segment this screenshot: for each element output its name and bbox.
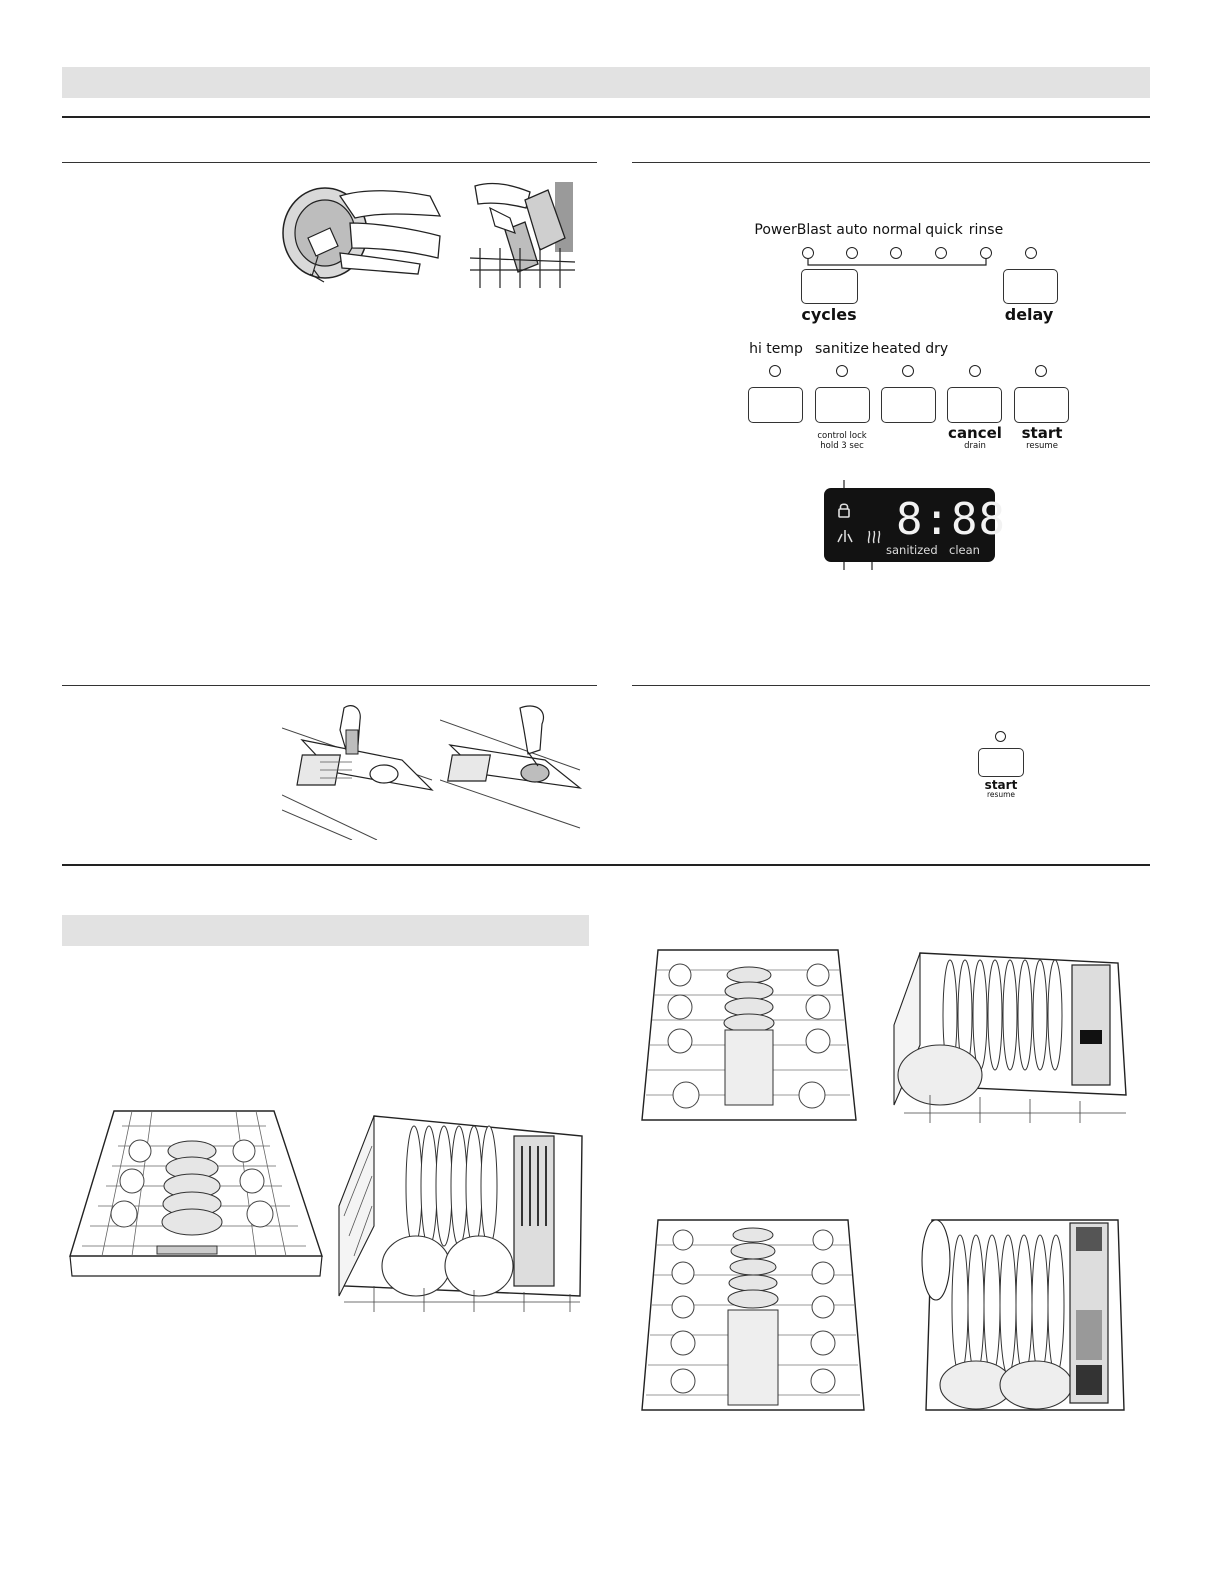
- status-display: [824, 488, 1006, 562]
- detergent-dispenser-illustration-1: [282, 700, 437, 840]
- spray-arm-icon: [836, 528, 854, 544]
- heated-dry-icon: [866, 530, 882, 544]
- led-sanitize: [836, 365, 848, 377]
- cycles-button[interactable]: [801, 269, 858, 304]
- header-rule: [62, 116, 1150, 118]
- cancel-button[interactable]: [947, 387, 1002, 423]
- led-auto: [846, 247, 858, 259]
- scrape-plate-illustration: [280, 178, 450, 293]
- led-quick: [935, 247, 947, 259]
- hi-temp-button[interactable]: [748, 387, 803, 423]
- cycle-label-auto: auto: [836, 222, 868, 238]
- cycle-label-rinse: rinse: [968, 222, 1004, 238]
- start-resume-button-label: start: [984, 778, 1018, 792]
- load-glasses-illustration: [470, 178, 575, 288]
- delay-button-label: delay: [1004, 305, 1054, 324]
- option-label-sanitize: sanitize: [815, 341, 869, 357]
- led-hi-temp: [769, 365, 781, 377]
- loading-section-band: [62, 915, 589, 946]
- section-divider-rule: [62, 864, 1150, 866]
- control-lock-label: control lock: [817, 431, 867, 441]
- start-resume-sub-label: resume: [986, 790, 1016, 799]
- led-heated-dry: [902, 365, 914, 377]
- cancel-button-label: cancel: [948, 424, 1002, 442]
- control-lock-hold-label: hold 3 sec: [820, 441, 864, 451]
- led-normal: [890, 247, 902, 259]
- display-sanitized-label: sanitized: [886, 543, 938, 557]
- cycle-label-powerblast: PowerBlast: [754, 222, 832, 238]
- lower-rack-illustration: [334, 1106, 590, 1312]
- led-rinse: [980, 247, 992, 259]
- display-clean-label: clean: [949, 543, 980, 557]
- led-start-small: [995, 731, 1006, 742]
- start-button-label: start: [1021, 424, 1063, 442]
- led-powerblast: [802, 247, 814, 259]
- display-time-digits: 8:88: [896, 494, 1006, 545]
- upper-rack-top-view-2: [638, 1215, 868, 1425]
- heated-dry-button[interactable]: [881, 387, 936, 423]
- option-label-heated-dry: heated dry: [871, 341, 949, 357]
- upper-rack-illustration: [62, 1106, 328, 1282]
- cycle-label-normal: normal: [872, 222, 922, 238]
- detergent-dispenser-illustration-2: [440, 700, 590, 840]
- start-button[interactable]: [1014, 387, 1069, 423]
- padlock-icon: [837, 502, 851, 518]
- section-header-band: [62, 67, 1150, 98]
- option-label-hi-temp: hi temp: [749, 341, 803, 357]
- cancel-sub-label: drain: [964, 441, 986, 451]
- lower-rack-top-view-1: [890, 945, 1130, 1125]
- led-delay: [1025, 247, 1037, 259]
- start-sub-label: resume: [1026, 441, 1058, 451]
- led-start: [1035, 365, 1047, 377]
- upper-rack-top-view-1: [638, 945, 860, 1135]
- lower-rack-top-view-2: [918, 1215, 1128, 1425]
- right-column-rule-top: [632, 162, 1150, 163]
- led-cancel: [969, 365, 981, 377]
- left-column-rule-top: [62, 162, 597, 163]
- left-column-rule-mid: [62, 685, 597, 686]
- cycles-button-label: cycles: [801, 305, 857, 324]
- sanitize-button[interactable]: [815, 387, 870, 423]
- start-resume-button[interactable]: [978, 748, 1024, 777]
- right-column-rule-mid: [632, 685, 1150, 686]
- cycle-label-quick: quick: [925, 222, 963, 238]
- delay-button[interactable]: [1003, 269, 1058, 304]
